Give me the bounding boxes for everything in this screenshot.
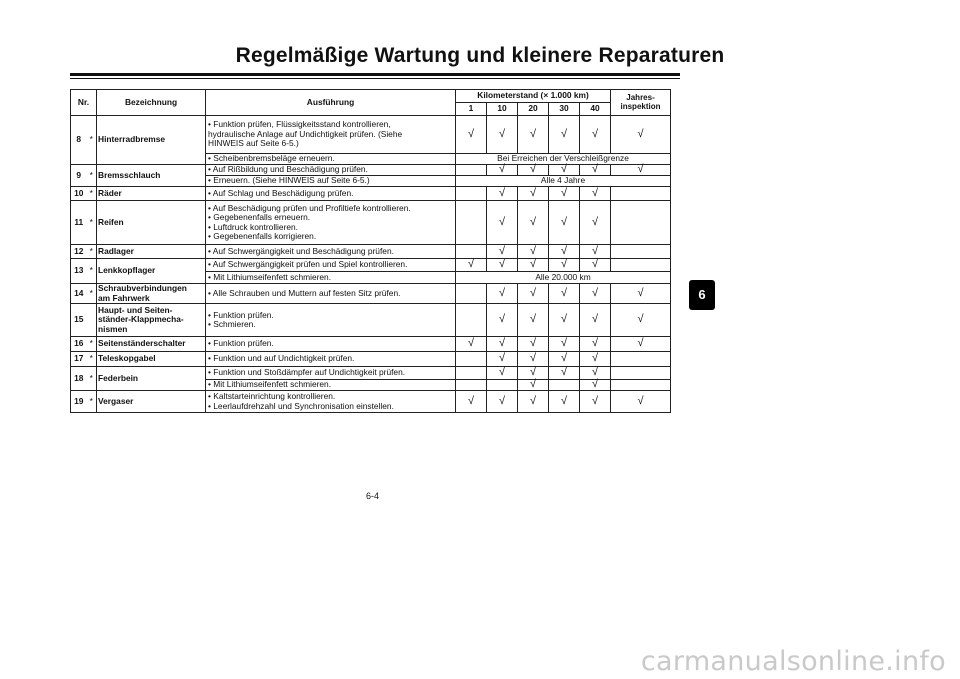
check-cell-km-1 — [456, 245, 487, 259]
check-cell-km-30: √ — [549, 187, 580, 201]
table-row — [71, 165, 671, 176]
check-cell-km-40: √ — [580, 380, 611, 391]
table-row — [71, 187, 671, 201]
check-cell-km-30: √ — [549, 367, 580, 380]
check-cell-km-30: √ — [549, 391, 580, 413]
check-cell-km-1 — [456, 187, 487, 201]
check-cell-km-10: √ — [487, 116, 518, 154]
check-cell-km-10: √ — [487, 201, 518, 245]
item-number: 13 — [71, 259, 87, 284]
check-cell-km-1 — [456, 380, 487, 391]
header-km-20: 20 — [518, 103, 549, 116]
header-bezeichnung: Bezeichnung — [97, 90, 206, 116]
item-number: 9 — [71, 165, 87, 187]
check-cell-km-1: √ — [456, 116, 487, 154]
table-row — [71, 284, 671, 304]
check-cell-km-30: √ — [549, 304, 580, 337]
check-cell-jahres: √ — [611, 304, 671, 337]
table-row — [71, 352, 671, 367]
check-cell-km-30: √ — [549, 165, 580, 176]
header-km-1: 1 — [456, 103, 487, 116]
item-action: • Funktion prüfen. • Schmieren. — [206, 304, 456, 337]
check-cell-km-40: √ — [580, 201, 611, 245]
item-name: Radlager — [97, 245, 206, 259]
check-cell-km-30 — [549, 380, 580, 391]
item-name: Schraubverbindungen am Fahrwerk — [97, 284, 206, 304]
check-cell-km-40: √ — [580, 187, 611, 201]
check-cell-km-40: √ — [580, 337, 611, 352]
header-nr: Nr. — [71, 90, 97, 116]
check-cell-jahres: √ — [611, 337, 671, 352]
item-action: • Auf Schwergängigkeit und Beschädigung prüfen. — [206, 245, 456, 259]
item-action: • Auf Rißbildung und Beschädigung prüfen. — [206, 165, 456, 176]
check-cell-km-20: √ — [518, 352, 549, 367]
item-number: 8 — [71, 116, 87, 165]
item-asterisk: * — [87, 352, 97, 367]
item-number: 17 — [71, 352, 87, 367]
check-cell-km-1 — [456, 367, 487, 380]
item-action: • Kaltstarteinrichtung kontrollieren. • Leerlaufdrehzahl und Synchronisation einstellen. — [206, 391, 456, 413]
maintenance-table — [70, 89, 671, 413]
item-action: • Funktion und Stoßdämpfer auf Undichtigkeit prüfen. — [206, 367, 456, 380]
item-action: • Funktion prüfen. — [206, 337, 456, 352]
header-km-10: 10 — [487, 103, 518, 116]
check-cell-jahres — [611, 245, 671, 259]
check-cell-km-30: √ — [549, 116, 580, 154]
check-cell-jahres — [611, 352, 671, 367]
item-asterisk: * — [87, 116, 97, 165]
item-action: • Alle Schrauben und Muttern auf festen Sitz prüfen. — [206, 284, 456, 304]
check-cell-km-40: √ — [580, 259, 611, 272]
check-cell-jahres — [611, 259, 671, 272]
item-asterisk — [87, 304, 97, 337]
check-cell-km-1: √ — [456, 391, 487, 413]
item-name: Lenkkopflager — [97, 259, 206, 284]
check-cell-km-1: √ — [456, 259, 487, 272]
header-km-40: 40 — [580, 103, 611, 116]
item-number: 11 — [71, 201, 87, 245]
interval-note: Alle 20.000 km — [456, 272, 671, 284]
item-number: 10 — [71, 187, 87, 201]
check-cell-km-10: √ — [487, 165, 518, 176]
check-cell-km-20: √ — [518, 391, 549, 413]
item-action: • Auf Beschädigung prüfen und Profiltiefe kontrollieren. • Gegebenenfalls erneuern. • Luftdruck kontrollieren. • Gegebenenfalls korrigieren. — [206, 201, 456, 245]
table-row — [71, 304, 671, 337]
check-cell-km-10: √ — [487, 391, 518, 413]
item-action: • Scheibenbremsbeläge erneuern. — [206, 154, 456, 165]
item-asterisk: * — [87, 337, 97, 352]
page-title: Regelmäßige Wartung und kleinere Reparaturen — [235, 44, 725, 67]
item-asterisk: * — [87, 187, 97, 201]
check-cell-km-20: √ — [518, 337, 549, 352]
item-name: Bremsschlauch — [97, 165, 206, 187]
check-cell-km-10: √ — [487, 259, 518, 272]
check-cell-km-30: √ — [549, 245, 580, 259]
check-cell-km-20: √ — [518, 367, 549, 380]
item-name: Seitenständerschalter — [97, 337, 206, 352]
check-cell-km-10: √ — [487, 304, 518, 337]
check-cell-km-20: √ — [518, 284, 549, 304]
check-cell-km-1 — [456, 284, 487, 304]
check-cell-km-30: √ — [549, 337, 580, 352]
item-asterisk: * — [87, 391, 97, 413]
check-cell-km-40: √ — [580, 367, 611, 380]
check-cell-km-20: √ — [518, 245, 549, 259]
item-asterisk: * — [87, 165, 97, 187]
check-cell-km-20: √ — [518, 187, 549, 201]
check-cell-km-1 — [456, 201, 487, 245]
check-cell-km-30: √ — [549, 259, 580, 272]
check-cell-km-40: √ — [580, 165, 611, 176]
check-cell-km-20: √ — [518, 304, 549, 337]
interval-note: Bei Erreichen der Verschleißgrenze — [456, 154, 671, 165]
item-action: • Funktion und auf Undichtigkeit prüfen. — [206, 352, 456, 367]
item-action: • Erneuern. (Siehe HINWEIS auf Seite 6-5.) — [206, 176, 456, 187]
header-ausfuehrung: Ausführung — [206, 90, 456, 116]
check-cell-km-40: √ — [580, 391, 611, 413]
check-cell-km-20: √ — [518, 201, 549, 245]
maintenance-table-body — [71, 116, 671, 413]
check-cell-jahres — [611, 201, 671, 245]
check-cell-km-20: √ — [518, 165, 549, 176]
table-row — [71, 245, 671, 259]
header-kilometerstand: Kilometerstand (× 1.000 km) — [456, 90, 611, 103]
item-action: • Funktion prüfen, Flüssigkeitsstand kontrollieren, hydraulische Anlage auf Undichtigkeit prüfen. (Siehe HINWEIS auf Seite 6-5.) — [206, 116, 456, 154]
check-cell-jahres: √ — [611, 391, 671, 413]
item-number: 18 — [71, 367, 87, 391]
check-cell-km-1 — [456, 304, 487, 337]
check-cell-km-20: √ — [518, 116, 549, 154]
check-cell-km-10: √ — [487, 284, 518, 304]
item-action: • Mit Lithiumseifenfett schmieren. — [206, 272, 456, 284]
item-action: • Auf Schlag und Beschädigung prüfen. — [206, 187, 456, 201]
check-cell-jahres: √ — [611, 284, 671, 304]
check-cell-jahres — [611, 187, 671, 201]
header-jahresinspektion: Jahres- inspektion — [611, 90, 671, 116]
header-km-30: 30 — [549, 103, 580, 116]
item-name: Vergaser — [97, 391, 206, 413]
check-cell-jahres: √ — [611, 116, 671, 154]
check-cell-km-1 — [456, 352, 487, 367]
check-cell-jahres — [611, 380, 671, 391]
item-name: Haupt- und Seiten- ständer-Klappmecha- nismen — [97, 304, 206, 337]
check-cell-km-10: √ — [487, 187, 518, 201]
section-tab: 6 — [689, 280, 715, 310]
check-cell-km-10: √ — [487, 245, 518, 259]
check-cell-km-1: √ — [456, 337, 487, 352]
check-cell-km-40: √ — [580, 352, 611, 367]
table-row — [71, 259, 671, 272]
item-number: 14 — [71, 284, 87, 304]
item-asterisk: * — [87, 201, 97, 245]
item-asterisk: * — [87, 245, 97, 259]
check-cell-km-10: √ — [487, 337, 518, 352]
table-row — [71, 367, 671, 380]
item-action: • Mit Lithiumseifenfett schmieren. — [206, 380, 456, 391]
item-action: • Auf Schwergängigkeit prüfen und Spiel kontrollieren. — [206, 259, 456, 272]
check-cell-km-20: √ — [518, 259, 549, 272]
item-asterisk: * — [87, 259, 97, 284]
check-cell-km-20: √ — [518, 380, 549, 391]
item-name: Reifen — [97, 201, 206, 245]
item-number: 12 — [71, 245, 87, 259]
item-number: 19 — [71, 391, 87, 413]
watermark: carmanualsonline.info — [640, 646, 946, 677]
check-cell-jahres: √ — [611, 165, 671, 176]
check-cell-km-30: √ — [549, 201, 580, 245]
check-cell-km-30: √ — [549, 284, 580, 304]
check-cell-km-1 — [456, 165, 487, 176]
table-row — [71, 201, 671, 245]
item-number: 15 — [71, 304, 87, 337]
interval-note: Alle 4 Jahre — [456, 176, 671, 187]
table-row — [71, 337, 671, 352]
item-asterisk: * — [87, 284, 97, 304]
item-name: Räder — [97, 187, 206, 201]
check-cell-km-10 — [487, 380, 518, 391]
page-number: 6-4 — [365, 491, 379, 501]
item-asterisk: * — [87, 367, 97, 391]
check-cell-km-30: √ — [549, 352, 580, 367]
title-rule-thick — [70, 73, 680, 76]
check-cell-jahres — [611, 367, 671, 380]
item-number: 16 — [71, 337, 87, 352]
check-cell-km-40: √ — [580, 116, 611, 154]
table-row — [71, 391, 671, 413]
check-cell-km-10: √ — [487, 352, 518, 367]
check-cell-km-10: √ — [487, 367, 518, 380]
check-cell-km-40: √ — [580, 304, 611, 337]
item-name: Hinterradbremse — [97, 116, 206, 165]
check-cell-km-40: √ — [580, 284, 611, 304]
item-name: Teleskopgabel — [97, 352, 206, 367]
check-cell-km-40: √ — [580, 245, 611, 259]
table-row — [71, 116, 671, 154]
item-name: Federbein — [97, 367, 206, 391]
title-rule-thin — [70, 78, 680, 79]
